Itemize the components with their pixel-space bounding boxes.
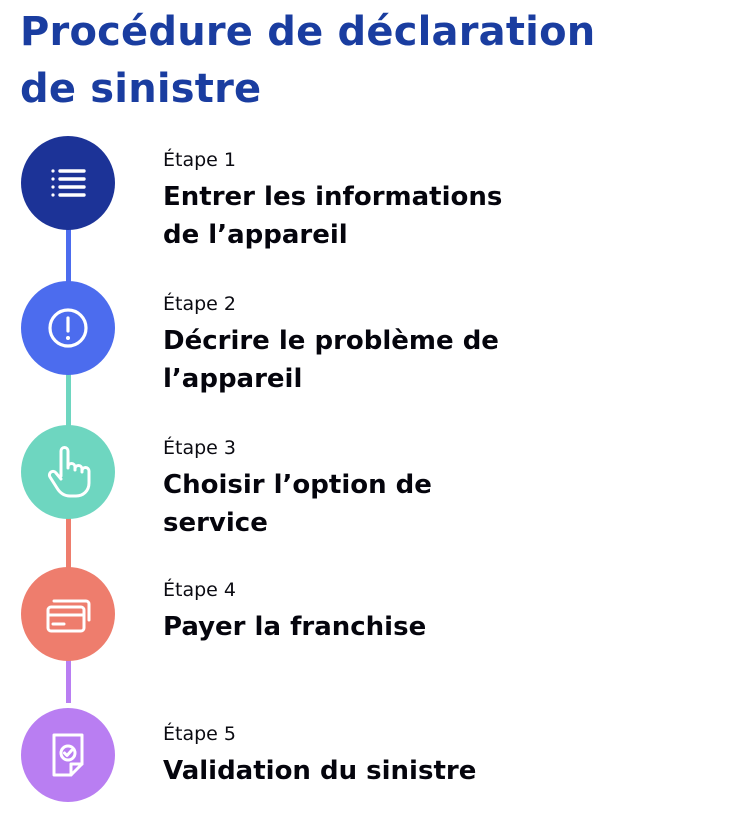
page-title-line: de sinistre — [20, 66, 262, 112]
step-3 — [163, 435, 723, 542]
step-label: Étape 4 — [163, 579, 236, 601]
page-title-line: Procédure de déclaration — [20, 9, 596, 55]
step-4 — [163, 577, 723, 646]
step-3-circle — [21, 425, 115, 519]
step-title-line: Choisir l’option de — [163, 470, 432, 500]
page-title — [20, 4, 740, 118]
step-title — [163, 752, 723, 790]
step-title-line: Entrer les informations — [163, 182, 503, 212]
step-title-line: service — [163, 508, 268, 538]
alert-icon — [42, 302, 94, 354]
list-icon — [44, 159, 92, 207]
step-4-circle — [21, 567, 115, 661]
credit-card-icon — [42, 588, 94, 640]
step-title — [163, 322, 723, 398]
step-title-line: l’appareil — [163, 364, 303, 394]
step-title — [163, 466, 723, 542]
step-label: Étape 2 — [163, 293, 236, 315]
step-1-circle — [21, 136, 115, 230]
step-title-line: Payer la franchise — [163, 612, 427, 642]
step-title — [163, 608, 723, 646]
pointer-hand-icon — [41, 443, 95, 501]
step-2-circle — [21, 281, 115, 375]
step-title-line: Validation du sinistre — [163, 756, 477, 786]
step-5 — [163, 721, 723, 790]
step-label: Étape 3 — [163, 437, 236, 459]
step-label: Étape 1 — [163, 149, 236, 171]
step-1 — [163, 147, 723, 254]
step-label: Étape 5 — [163, 723, 236, 745]
step-title — [163, 178, 723, 254]
step-title-line: de l’appareil — [163, 220, 348, 250]
step-title-line: Décrire le problème de — [163, 326, 499, 356]
step-5-circle — [21, 708, 115, 802]
document-check-icon — [44, 729, 92, 781]
step-2 — [163, 291, 723, 398]
